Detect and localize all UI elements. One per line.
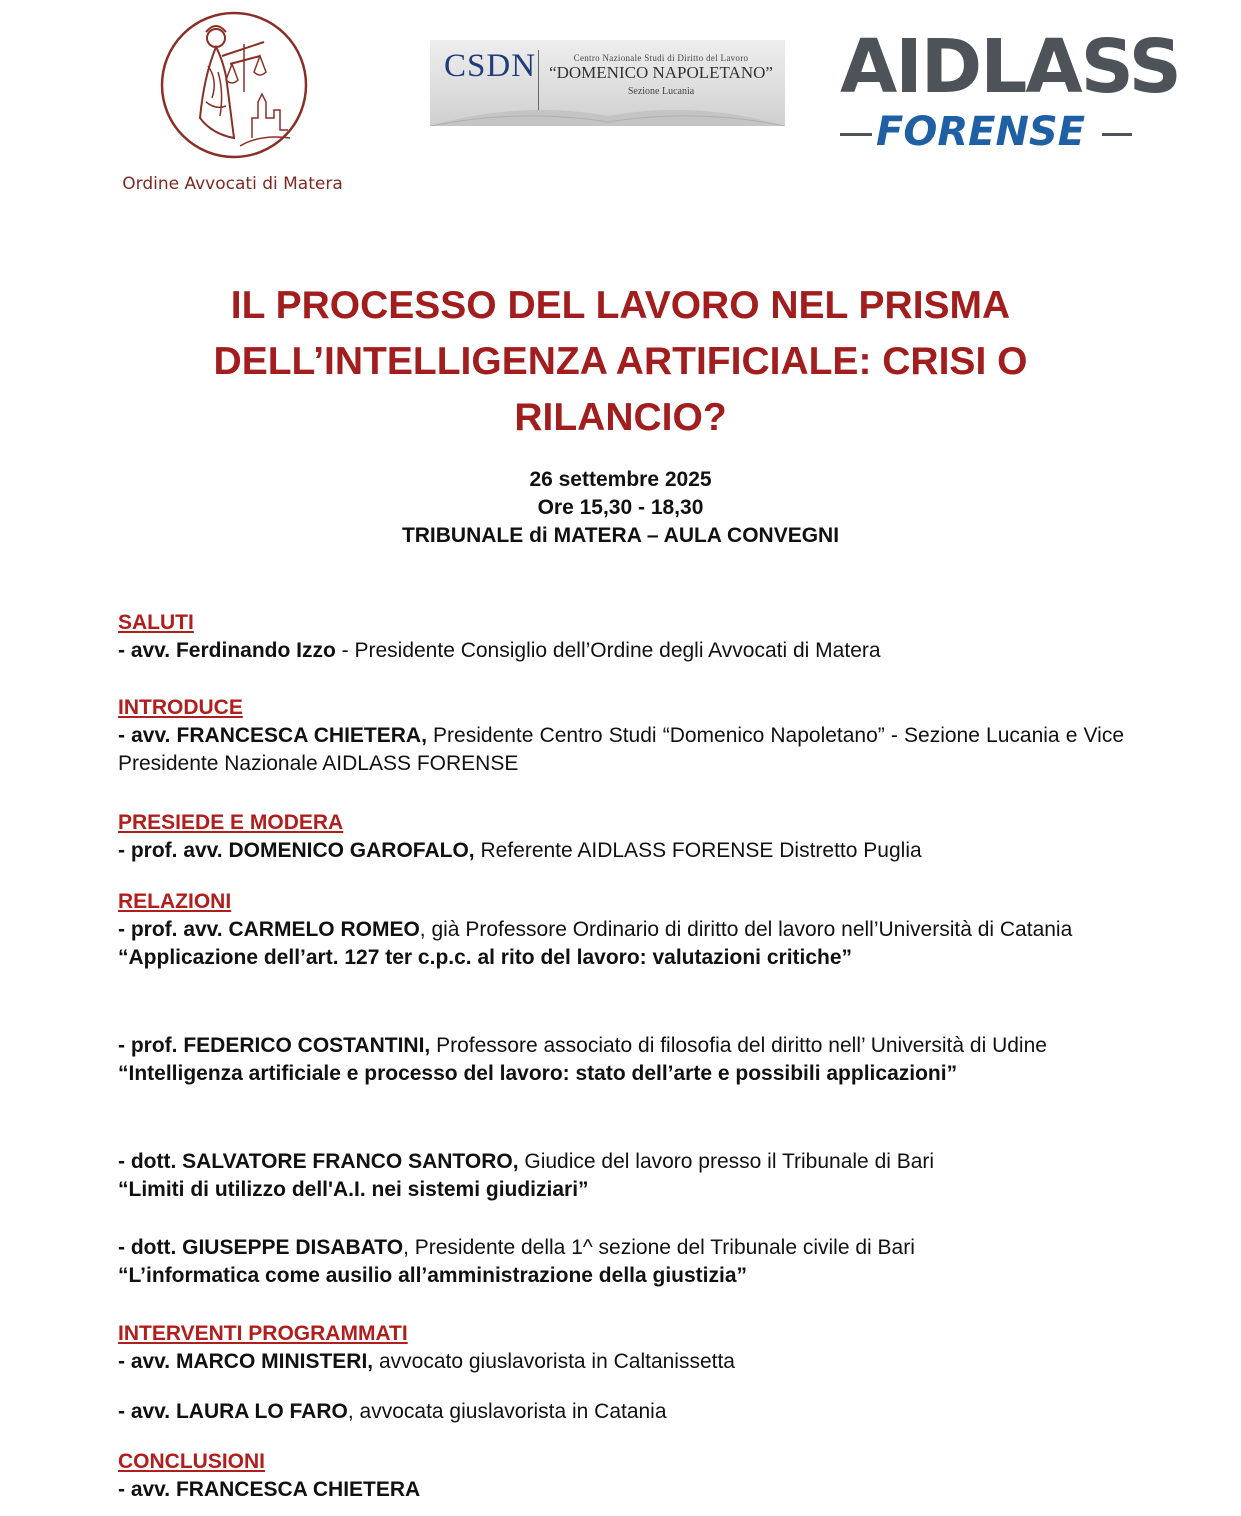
speaker-line (118, 637, 1124, 665)
speaker-name: - avv. FRANCESCA CHIETERA, (118, 724, 427, 747)
section-introduce (118, 694, 1124, 778)
section-conclusioni (118, 1448, 1124, 1504)
speaker-name: - dott. SALVATORE FRANCO SANTORO, (118, 1150, 519, 1173)
justice-seal-icon (160, 6, 308, 164)
section-interventi (118, 1320, 1124, 1376)
ordine-caption: Ordine Avvocati di Matera (122, 174, 343, 194)
csdn-divider (538, 50, 539, 110)
speaker-role: , avvocata giuslavorista in Catania (347, 1400, 667, 1423)
relazione-disabato (118, 1234, 1124, 1290)
event-title (100, 278, 1141, 446)
speaker-role: - Presidente Consiglio dell’Ordine degli Avvocati di Matera (335, 639, 881, 662)
speaker-line (118, 1348, 1124, 1376)
aidlass-rule-right (1102, 133, 1132, 136)
event-venue: TRIBUNALE di MATERA – AULA CONVEGNI (401, 524, 840, 547)
aidlass-forense: FORENSE (876, 109, 1086, 155)
speaker-name: - avv. Ferdinando Izzo (118, 639, 336, 662)
speaker-role: , Presidente della 1^ sezione del Tribunale civile di Bari (403, 1236, 915, 1259)
csdn-abbr: CSDN (444, 48, 537, 84)
aidlass-logo (840, 24, 1180, 160)
speaker-name: - prof. avv. CARMELO ROMEO (118, 918, 420, 941)
speaker-line (118, 1032, 1124, 1060)
ordine-avvocati-logo (120, 6, 345, 196)
speaker-role: Presidente Centro Studi “Domenico Napoletano” - Sezione Lucania e Vice Presidente Nazionale AIDLASS FORENSE (118, 724, 1124, 775)
event-time: Ore 15,30 - 18,30 (537, 496, 704, 519)
talk-title: “L’informatica come ausilio all’amministrazione della giustizia” (118, 1264, 748, 1287)
talk-title: “Intelligenza artificiale e processo del lavoro: stato dell’arte e possibili applicazioni” (118, 1062, 958, 1085)
speaker-role: avvocato giuslavorista in Caltanissetta (373, 1350, 735, 1373)
section-heading: PRESIEDE E MODERA (118, 811, 344, 834)
section-heading: RELAZIONI (118, 890, 232, 913)
title-line: IL PROCESSO DEL LAVORO NEL PRISMA (230, 284, 1011, 327)
speaker-name: - avv. MARCO MINISTERI, (118, 1350, 374, 1373)
speaker-line (118, 916, 1124, 944)
talk-title: “Applicazione dell’art. 127 ter c.p.c. al rito del lavoro: valutazioni critiche” (118, 946, 853, 969)
section-saluti (118, 609, 1124, 665)
csdn-line1: Centro Nazionale Studi di Diritto del Lavoro (573, 53, 749, 63)
event-meta (100, 466, 1141, 550)
csdn-line3: Sezione Lucania (627, 86, 695, 97)
talk-title: “Limiti di utilizzo dell'A.I. nei sistemi giudiziari” (118, 1178, 589, 1201)
speaker-role: , già Professore Ordinario di diritto del lavoro nell’Università di Catania (419, 918, 1073, 941)
event-date: 26 settembre 2025 (529, 468, 712, 491)
speaker-name: - avv. FRANCESCA CHIETERA (118, 1478, 421, 1501)
speaker-line (118, 1148, 1124, 1176)
title-line: RILANCIO? (514, 396, 727, 439)
section-heading: INTRODUCE (118, 696, 243, 719)
speaker-role: Professore associato di filosofia del diritto nell’ Università di Udine (430, 1034, 1047, 1057)
logo-bar (0, 0, 1241, 200)
speaker-line (118, 1398, 1124, 1426)
speaker-name: - prof. FEDERICO COSTANTINI, (118, 1034, 431, 1057)
section-heading: SALUTI (118, 611, 194, 634)
intervento-lo-faro (118, 1398, 1124, 1426)
speaker-name: - dott. GIUSEPPE DISABATO (118, 1236, 404, 1259)
speaker-line (118, 837, 1124, 865)
speaker-line (118, 722, 1124, 778)
relazione-santoro (118, 1148, 1124, 1204)
csdn-logo (430, 40, 785, 126)
section-relazioni (118, 888, 1124, 972)
section-heading: CONCLUSIONI (118, 1450, 265, 1473)
aidlass-word: AIDLASS (840, 24, 1180, 110)
aidlass-rule-left (840, 133, 872, 136)
section-presiede (118, 809, 1124, 865)
speaker-name: - prof. avv. DOMENICO GAROFALO, (118, 839, 475, 862)
csdn-line2: “DOMENICO NAPOLETANO” (549, 63, 773, 82)
title-line: DELL’INTELLIGENZA ARTIFICIALE: CRISI O (213, 340, 1028, 383)
speaker-role: Referente AIDLASS FORENSE Distretto Puglia (474, 839, 922, 862)
section-heading: INTERVENTI PROGRAMMATI (118, 1322, 408, 1345)
relazione-costantini (118, 1032, 1124, 1088)
speaker-line (118, 1234, 1124, 1262)
speaker-name: - avv. LAURA LO FARO (118, 1400, 348, 1423)
speaker-role: Giudice del lavoro presso il Tribunale di Bari (518, 1150, 935, 1173)
